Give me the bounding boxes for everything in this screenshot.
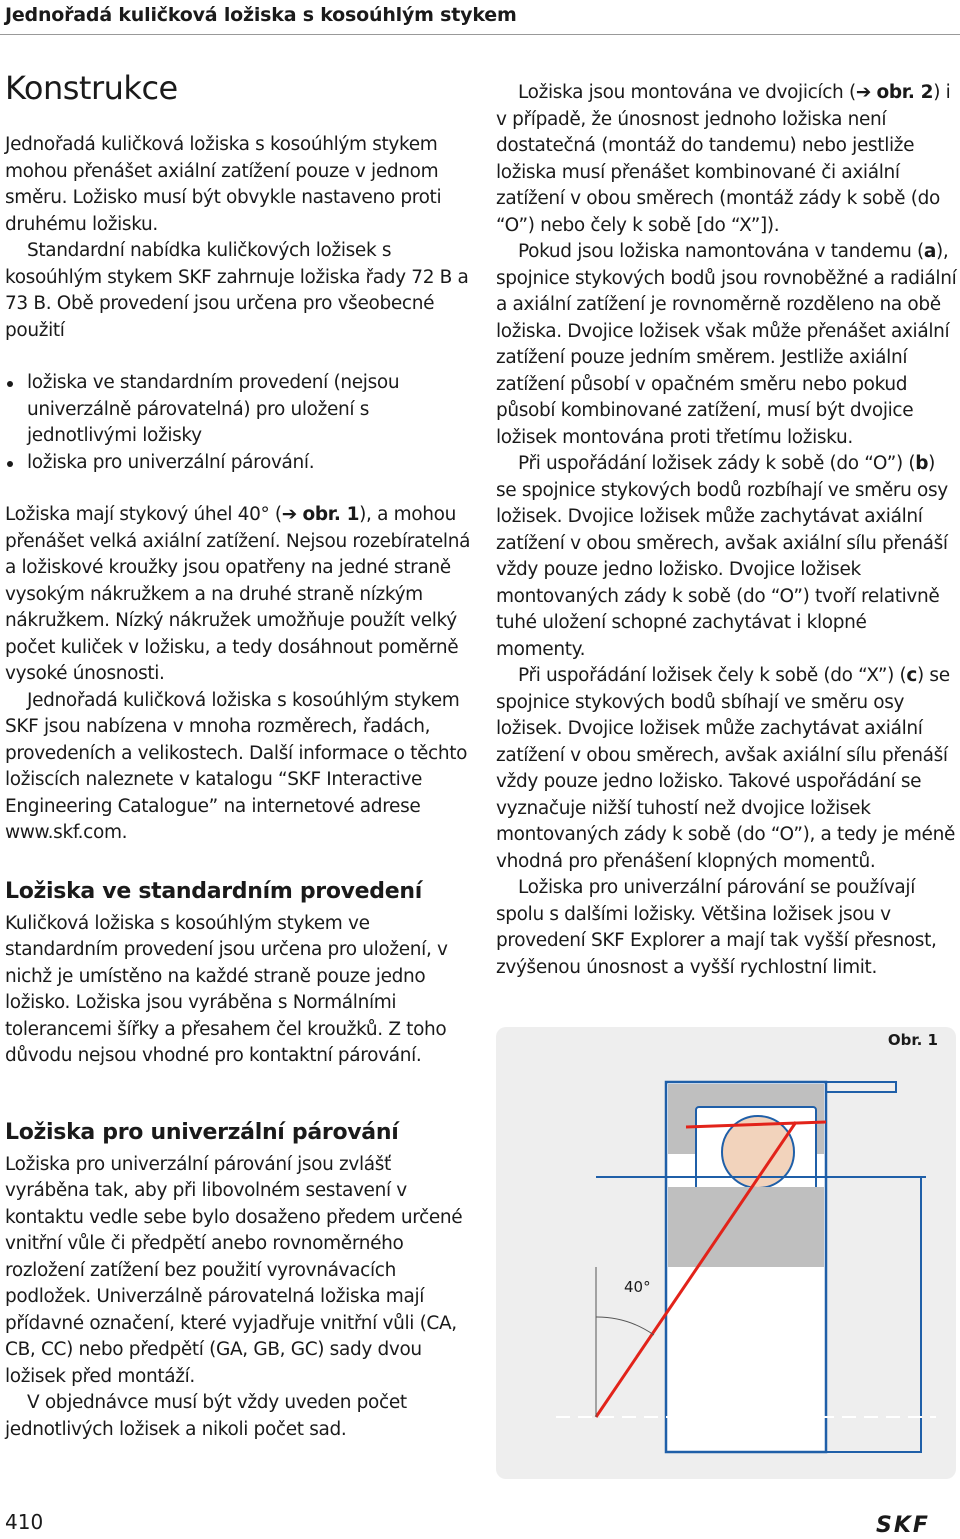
header-divider xyxy=(0,34,960,35)
bullet-item-universal: ložiska pro univerzální párování. xyxy=(5,450,475,477)
paragraph-face-to-face xyxy=(496,663,958,875)
right-column xyxy=(496,80,958,981)
paragraph-standard-design: Kuličková ložiska s kosoúhlým stykem ve standardním provedení jsou určena pro uložení, v nichž je umístěno na každé straně pouze jedno ložisko. Ložiska jsou vyráběna s Normálními tolerancemi šířky a přesahem čel kroužků. Z toho důvodu nejsou vhodné pro kontaktní párování. xyxy=(5,912,448,1066)
left-column xyxy=(5,66,475,1443)
design-bullet-list xyxy=(5,370,475,476)
text-paired-rest: ) i v případě, že únosnost jednoho ložiska není dostatečná (montáž do tandemu) nebo jestliže ložiska musí přenášet kombinované či axiální zatížení v obou směrech (montáž zády k sobě (do “O”) nebo čely k sobě [do “X”]). xyxy=(496,82,951,236)
text-face-to-face-start: Při uspořádání ložisek čely k sobě (do “X”) ( xyxy=(518,665,907,686)
figure-reference-link[interactable]: obr. 1 xyxy=(302,504,360,525)
section-heading-construction: Konstrukce xyxy=(5,69,178,107)
arrow-right-icon: ➔ xyxy=(281,504,297,525)
figure-bearing-diagram xyxy=(496,1027,956,1479)
paragraph-catalogue-info: Jednořadá kuličková ložiska s kosoúhlým stykem SKF jsou nabízena v mnoha rozměrech, řadách, provedeních a velikostech. Další informace o těchto ložiscích naleznete v katalogu “SKF Interactive Engineering Catalogue” na internetové adrese www.skf.com. xyxy=(5,689,468,843)
text-face-to-face-rest: ) se spojnice stykových bodů sbíhají ve směru osy ložisek. Dvojice ložisek může zachytávat axiální zatížení v obou směrech, avšak axiální sílu přenáší vždy pouze jedno ložisko. Takové uspořádání se vyznačuje nižší tuhostí než dvojice ložisek montovaných zády k sobě (do “O”), a tedy je méně vhodná pro přenášení klopných momentů. xyxy=(496,665,955,872)
label-a: a xyxy=(923,241,937,262)
text-contact-angle-rest: ), a mohou přenášet velká axiální zatížení. Nejsou rozebíratelná a ložiskové kroužky jsou opatřeny na jedné straně vysokým nákružkem a na druhé straně nízkým nákružkem. Nízký nákružek umožňuje použít velký počet kuliček v ložisku, a tedy dosáhnout poměrně vysoké únosnosti. xyxy=(5,504,471,684)
text-tandem-rest: ), spojnice stykových bodů jsou rovnoběžné a radiální a axiální zatížení je rovnoměrně rozděleno na obě ložiska. Dvojice ložisek však může přenášet axiální zatížení pouze jedním směrem. Jestliže axiální zatížení působí v opačném směru nebo pokud působí kombinované zatížení, musí být dvojice ložisek montována proti třetímu ložisku. xyxy=(496,241,957,448)
paragraph-tandem xyxy=(496,239,958,451)
figure-label: Obr. 1 xyxy=(887,1031,938,1049)
bearing-cross-section-diagram xyxy=(496,1027,956,1479)
housing-outline xyxy=(826,1177,921,1452)
inner-ring-shading xyxy=(668,1187,824,1267)
text-paired-start: Ložiska jsou montována ve dvojicích ( xyxy=(518,82,856,103)
label-b: b xyxy=(915,453,929,474)
section-heading-universal-pairing: Ložiska pro univerzální párování xyxy=(5,1119,399,1145)
paragraph-contact-angle xyxy=(5,502,475,688)
paragraph-intro: Jednořadá kuličková ložiska s kosoúhlým stykem mohou přenášet axiální zatížení pouze v jednom směru. Ložisko musí být obvykle nastaveno proti druhému ložisku. xyxy=(5,134,442,235)
paragraph-back-to-back xyxy=(496,451,958,663)
text-contact-angle-start: Ložiska mají stykový úhel 40° ( xyxy=(5,504,282,525)
svg-text:SKF: SKF xyxy=(876,1513,930,1535)
paragraph-ordering-note: V objednávce musí být vždy uveden počet jednotlivých ložisek a nikoli počet sad. xyxy=(5,1392,407,1440)
page-number: 410 xyxy=(5,1510,44,1534)
angle-arc xyxy=(596,1317,654,1335)
skf-logo xyxy=(876,1513,956,1539)
text-tandem-start: Pokud jsou ložiska namontována v tandemu ( xyxy=(518,241,924,262)
skf-logo-icon xyxy=(876,1513,956,1535)
text-back-to-back-start: Při uspořádání ložisek zády k sobě (do “O”) ( xyxy=(518,453,916,474)
bullet-item-standard: ložiska ve standardním provedení (nejsou univerzálně párovatelná) pro uložení s jednotlivými ložisky xyxy=(5,370,475,450)
paragraph-explorer: Ložiska pro univerzální párování se používají spolu s dalšími ložisky. Většina ložisek jsou v provedení SKF Explorer a mají tak vyšší přesnost, zvýšenou únosnost a vyšší rychlostní limit. xyxy=(496,877,937,978)
running-header-title: Jednořadá kuličková ložiska s kosoúhlým stykem xyxy=(5,4,517,26)
paragraph-standard-range: Standardní nabídka kuličkových ložisek s kosoúhlým stykem SKF zahrnuje ložiska řady 72 B a 73 B. Obě provedení jsou určena pro všeobecné použití xyxy=(5,240,469,341)
angle-label: 40° xyxy=(624,1278,651,1296)
label-c: c xyxy=(906,665,918,686)
paragraph-universal-pairing: Ložiska pro univerzální párování jsou zvlášť vyráběna tak, aby při libovolném sestavení v kontaktu vedle sebe bylo dosaženo předem určené vnitřní vůle či předpětí anebo rovnoměrného rozložení zatížení bez použití vyrovnávacích podložek. Univerzálně párovatelná ložiska mají přídavné označení, které vyjadřuje vnitřní vůli (CA, CB, CC) nebo předpětí (GA, GB, GC) sady dvou ložisek před montáží. xyxy=(5,1153,463,1387)
arrow-right-icon: ➔ xyxy=(855,82,871,103)
section-heading-standard-design: Ložiska ve standardním provedení xyxy=(5,878,422,904)
paragraph-paired-mounting xyxy=(496,80,958,239)
text-back-to-back-rest: ) se spojnice stykových bodů rozbíhají ve směru osy ložisek. Dvojice ložisek může zachytávat axiální zatížení v obou směrech, avšak axiální sílu přenáší vždy pouze jedno ložisko. Dvojice ložisek montovaných zády k sobě (do “O”) tvoří relativně tuhé uložení schopné zachytávat i klopné momenty. xyxy=(496,453,948,660)
figure-reference-link[interactable]: obr. 2 xyxy=(876,82,934,103)
